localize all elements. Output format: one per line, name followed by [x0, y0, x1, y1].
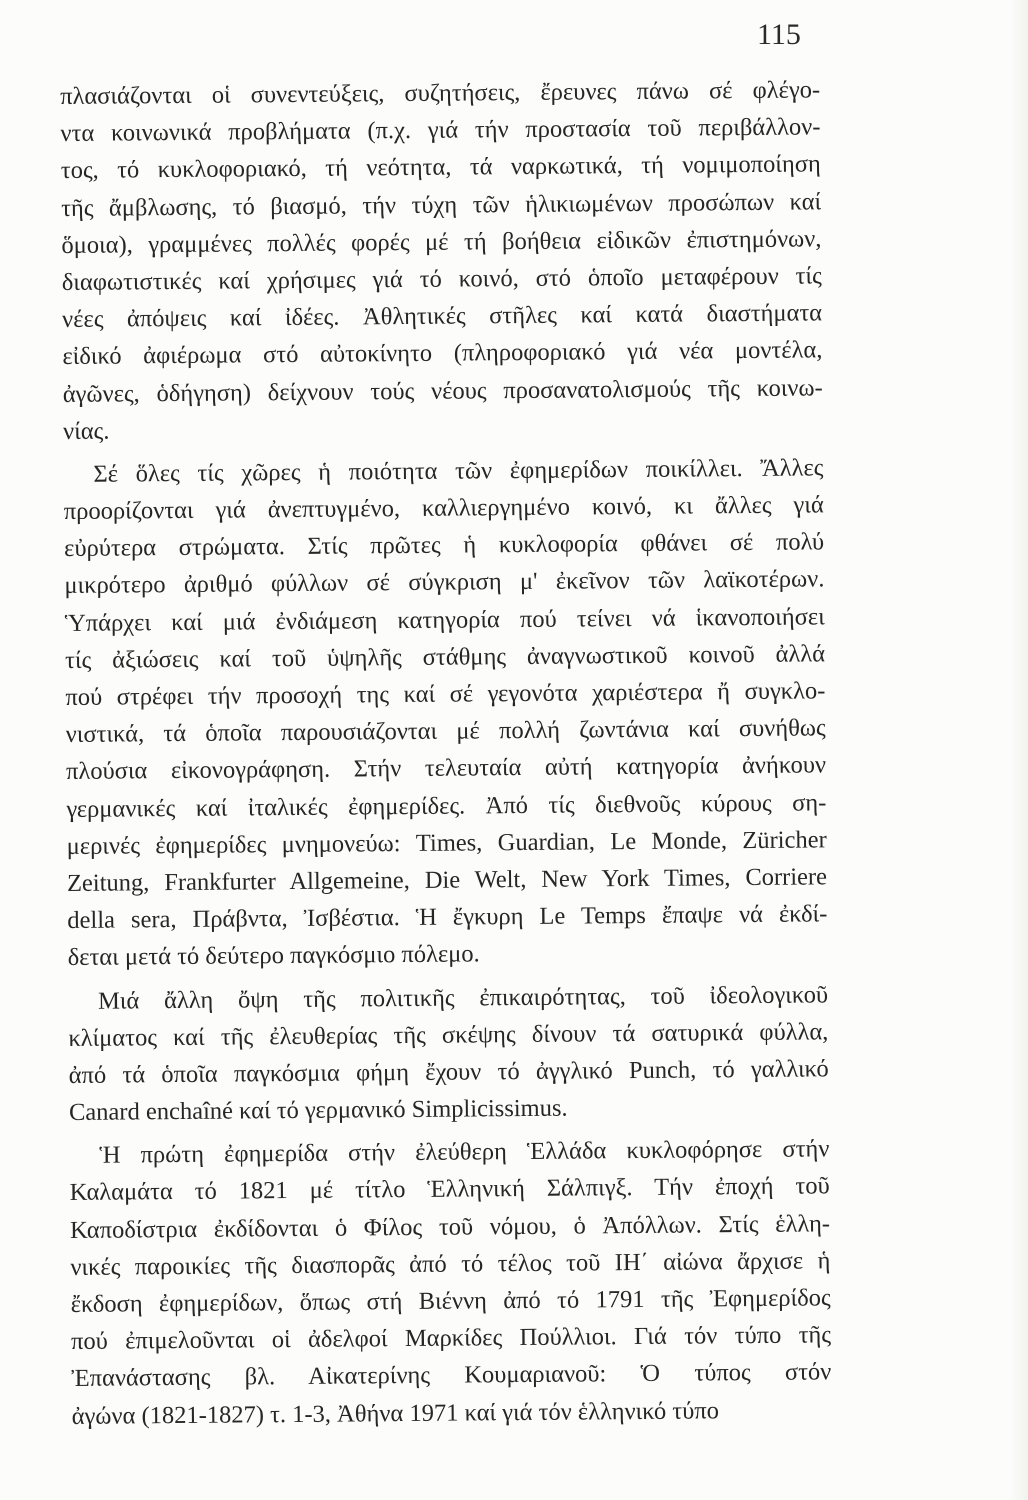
text-line: Canard enchaîné καί τό γερμανικό Simplicissimus.	[68, 1094, 568, 1127]
text-line: ἀγῶνες, ὁδήγηση) δείχνουν τούς νέους προσανατολισμούς τῆς κοινω-	[62, 373, 823, 408]
paragraph	[69, 1131, 832, 1435]
text-line: μερινές ἐφημερίδες μνημονεύω: Times, Guardian, Le Monde, Züricher	[66, 826, 827, 860]
text-line: εἰδικό ἀφιέρωμα στό αὐτοκίνητο (πληροφοριακό γιά νέα μοντέλα,	[62, 336, 823, 371]
text-line: τῆς ἄμβλωσης, τό βιασμό, τήν τύχη τῶν ἡλικιωμένων προσώπων καί	[61, 187, 822, 222]
text-line: πλασιάζονται οἱ συνεντεύξεις, συζητήσεις, ἔρευνες πάνω σέ φλέγο-	[60, 76, 821, 110]
text-line: Καλαμάτα τό 1821 μέ τίτλο Ἑλληνική Σάλπιγξ. Τήν ἐποχή τοῦ	[69, 1172, 830, 1207]
text-line: πού ἐπιμελοῦνται οἱ ἀδελφοί Μαρκίδες Πούλλιοι. Γιά τόν τύπο τῆς	[70, 1321, 832, 1356]
text-line: Σέ ὅλες τίς χῶρες ἡ ποιότητα τῶν ἐφημερίδων ποικίλλει. Ἄλλες	[93, 454, 824, 488]
text-line: πλούσια εἰκονογράφηση. Στήν τελευταία αὐτή κατηγορία ἀνήκουν	[65, 751, 827, 786]
text-line: ἀπό τά ὁποῖα παγκόσμια φήμη ἔχουν τό ἀγγλικό Punch, τό γαλλικό	[68, 1055, 829, 1089]
text-line: νίας.	[62, 417, 110, 445]
text-line: νέες ἀπόψεις καί ἰδέες. Ἀθλητικές στῆλες καί κατά διαστήματα	[61, 299, 823, 334]
text-line: δεται μετά τό δεύτερο παγκόσμιο πόλεμο.	[67, 940, 480, 972]
text-line: Καποδίστρια ἐκδίδονται ὁ Φίλος τοῦ νόμου, ὁ Ἀπόλλων. Στίς ἑλλη-	[69, 1209, 831, 1244]
text-line: πού στρέφει τήν προσοχή της καί σέ γεγονότα χαριέστερα ἤ συγκλο-	[65, 677, 826, 711]
text-line: ντα κοινωνικά προβλήματα (π.χ. γιά τήν προστασία τοῦ περιβάλλον-	[60, 113, 821, 148]
text-line: προορίζονται γιά ἀνεπτυγμένο, καλλιεργημένο κοινό, κι ἄλλες γιά	[63, 491, 824, 526]
text-line: ἔκδοση ἐφημερίδων, ὅπως στή Βιέννη ἀπό τό 1791 τῆς Ἐφημερίδος	[70, 1284, 831, 1318]
text-line: νικές παροικίες τῆς διασπορᾶς ἀπό τό τέλος τοῦ ΙΗ΄ αἰώνα ἄρχισε ἡ	[70, 1247, 831, 1281]
text-line: Zeitung, Frankfurter Allgemeine, Die Welt, New York Times, Corriere	[66, 863, 828, 897]
text-line: διαφωτιστικές καί χρήσιμες γιά τό κοινό, στό ὁποῖο μεταφέρουν τίς	[61, 262, 822, 296]
text-line: εὐρύτερα στρώματα. Στίς πρῶτες ἡ κυκλοφορία φθάνει σέ πολύ	[63, 528, 825, 563]
text-line: κλίματος καί τῆς ἐλευθερίας τῆς σκέψης δίνουν τά σατυρικά φύλλα,	[68, 1018, 829, 1052]
text-line: Μιά ἄλλη ὄψη τῆς πολιτικῆς ἐπικαιρότητας, τοῦ ἰδεολογικοῦ	[97, 980, 829, 1015]
text-line: Ἐπανάστασης βλ. Αἰκατερίνης Κουμαριανοῦ: Ὁ τύπος στόν	[71, 1358, 832, 1393]
page-edge-shadow	[1010, 0, 1028, 1500]
body-text	[60, 71, 832, 1434]
text-line: Ὑπάρχει καί μιά ἐνδιάμεση κατηγορία πού τείνει νά ἱκανοποιήσει	[64, 602, 825, 637]
page-number: 115	[757, 18, 801, 51]
paragraph	[60, 71, 823, 449]
text-line: τος, τό κυκλοφοριακό, τή νεότητα, τά ναρκωτικά, τή νομιμοποίηση	[60, 150, 821, 185]
text-line: τίς ἀξιώσεις καί τοῦ ὑψηλῆς στάθμης ἀναγνωστικοῦ κοινοῦ ἀλλά	[64, 640, 826, 674]
text-line: Ἡ πρώτη ἐφημερίδα στήν ἐλεύθερη Ἑλλάδα κυκλοφόρησε στήν	[99, 1135, 830, 1169]
text-line: μικρότερο ἀριθμό φύλλων σέ σύγκριση μ' ἐκεῖνον τῶν λαϊκοτέρων.	[64, 565, 825, 600]
text-line: della sera, Πράβντα, Ἰσβέστια. Ἡ ἔγκυρη Le Temps ἔπαψε νά ἐκδί-	[67, 900, 828, 935]
paragraph	[68, 976, 829, 1131]
text-line: γερμανικές καί ἰταλικές ἐφημερίδες. Ἀπό τίς διεθνοῦς κύρους ση-	[66, 788, 827, 823]
text-line: νιστικά, τά ὁποῖα παρουσιάζονται μέ πολλή ζωντάνια καί συνήθως	[65, 714, 826, 749]
text-line: ὅμοια), γραμμένες πολλές φορές μέ τή βοήθεια εἰδικῶν ἐπιστημόνων,	[61, 225, 822, 259]
text-line: ἀγώνα (1821-1827) τ. 1-3, Ἀθήνα 1971 καί γιά τόν ἑλληνικό τύπο	[71, 1396, 720, 1430]
paragraph	[63, 449, 828, 976]
